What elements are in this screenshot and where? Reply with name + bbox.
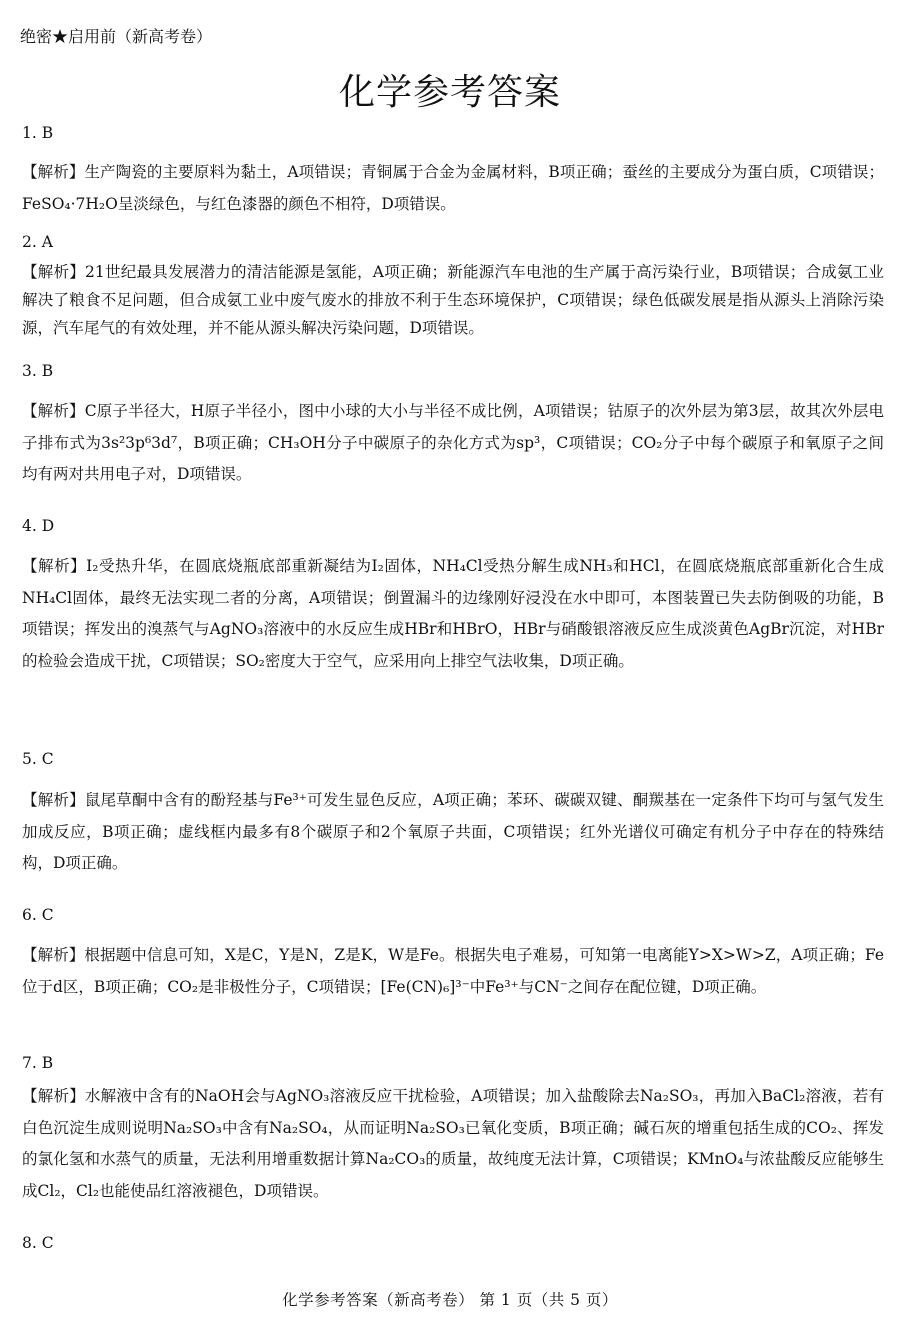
explanation-4: 【解析】I₂受热升华，在圆底烧瓶底部重新凝结为I₂固体，NH₄Cl受热分解生成NH₃和HCl，在圆底烧瓶底部重新化合生成NH₄Cl固体，最终无法实现二者的分离，A项错误；倒置漏斗的边缘刚好浸没在水中即可，本图装置已失去防倒吸的功能，B项错误；挥发出的溴蒸气与AgNO₃溶液中的水反应生成HBr和HBrO，HBr与硝酸银溶液反应生成淡黄色AgBr沉淀，对HBr的检验会造成干扰，C项错误；SO₂密度大于空气，应采用向上排空气法收集，D项正确。 (22, 557, 884, 670)
explanation-3: 【解析】C原子半径大，H原子半径小，图中小球的大小与半径不成比例，A项错误；钴原子的次外层为第3层，故其次外层电子排布式为3s²3p⁶3d⁷，B项正确；CH₃OH分子中碳原子的杂化方式为sp³，C项错误；CO₂分子中每个碳原子和氧原子之间均有两对共用电子对，D项错误。 (22, 402, 884, 483)
confidential-header: 绝密★启用前（新高考卷） (20, 27, 213, 46)
page-title: 化学参考答案 (338, 72, 561, 113)
answer-1: 1. B (22, 124, 54, 142)
explanation-6: 【解析】根据题中信息可知，X是C，Y是N，Z是K，W是Fe。根据失电子难易，可知第一电离能Y>X>W>Z，A项正确；Fe位于d区，B项正确；CO₂是非极性分子，C项错误；[Fe(CN)₆]³⁻中Fe³⁺与CN⁻之间存在配位键，D项正确。 (22, 946, 884, 996)
answer-5: 5. C (22, 750, 54, 768)
explanation-2: 【解析】21世纪最具发展潜力的清洁能源是氢能，A项正确；新能源汽车电池的生产属于高污染行业，B项错误；合成氨工业解决了粮食不足问题，但合成氨工业中废气废水的排放不利于生态环境保护，C项错误；绿色低碳发展是指从源头上消除污染源，汽车尾气的有效处理，并不能从源头解决污染问题，D项错误。 (22, 263, 884, 337)
answer-8: 8. C (22, 1234, 54, 1252)
answer-2: 2. A (22, 233, 53, 251)
page-footer: 化学参考答案（新高考卷） 第 1 页（共 5 页） (282, 1291, 618, 1309)
answer-3: 3. B (22, 362, 54, 380)
explanation-1: 【解析】生产陶瓷的主要原料为黏土，A项错误；青铜属于合金为金属材料，B项正确；蚕丝的主要成分为蛋白质，C项错误；FeSO₄·7H₂O呈淡绿色，与红色漆器的颜色不相符，D项错误。 (22, 163, 884, 213)
answer-4: 4. D (22, 517, 55, 535)
explanation-7: 【解析】水解液中含有的NaOH会与AgNO₃溶液反应干扰检验，A项错误；加入盐酸除去Na₂SO₃，再加入BaCl₂溶液，若有白色沉淀生成则说明Na₂SO₃中含有Na₂SO₄，从而证明Na₂SO₃已氧化变质，B项正确；碱石灰的增重包括生成的CO₂、挥发的氯化氢和水蒸气的质量，无法利用增重数据计算Na₂CO₃的质量，故纯度无法计算，C项错误；KMnO₄与浓盐酸反应能够生成Cl₂，Cl₂也能使品红溶液褪色，D项错误。 (22, 1087, 884, 1200)
answer-7: 7. B (22, 1054, 54, 1072)
answer-6: 6. C (22, 906, 54, 924)
explanation-5: 【解析】鼠尾草酮中含有的酚羟基与Fe³⁺可发生显色反应，A项正确；苯环、碳碳双键、酮羰基在一定条件下均可与氢气发生加成反应，B项正确；虚线框内最多有8个碳原子和2个氧原子共面，C项错误；红外光谱仪可确定有机分子中存在的特殊结构，D项正确。 (22, 791, 884, 872)
